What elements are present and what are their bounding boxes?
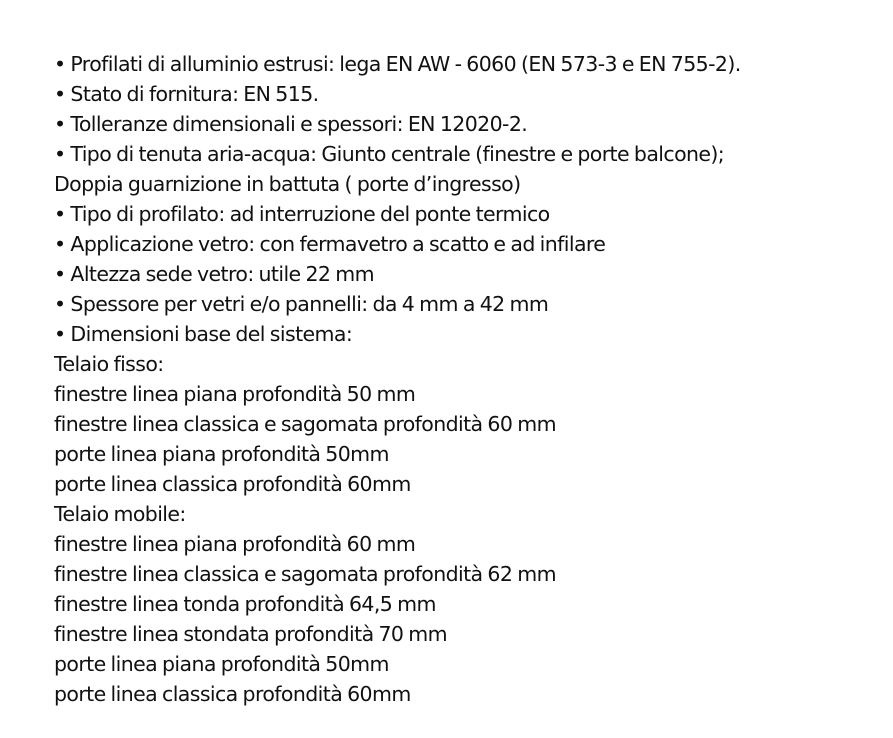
- spec-document: [54, 49, 889, 709]
- mobile-frame-item: porte linea piana profondità 50mm: [54, 652, 389, 676]
- spec-line-profile-type: • Tipo di profilato: ad interruzione del ponte termico: [54, 202, 550, 226]
- spec-line-alloy: • Profilati di alluminio estrusi: lega EN AW - 6060 (EN 573-3 e EN 755-2).: [54, 52, 741, 76]
- mobile-frame-item: finestre linea stondata profondità 70 mm: [54, 622, 448, 646]
- section-heading-fixed-frame: Telaio fisso:: [54, 352, 164, 376]
- mobile-frame-item: finestre linea piana profondità 60 mm: [54, 532, 416, 556]
- spec-line-panel-thickness: • Spessore per vetri e/o pannelli: da 4 mm a 42 mm: [54, 292, 549, 316]
- spec-line-supply-state: • Stato di fornitura: EN 515.: [54, 82, 319, 106]
- section-heading-mobile-frame: Telaio mobile:: [54, 502, 186, 526]
- mobile-frame-item: porte linea classica profondità 60mm: [54, 682, 411, 706]
- mobile-frame-item: finestre linea classica e sagomata profondità 62 mm: [54, 562, 556, 586]
- spec-line-base-dimensions: • Dimensioni base del sistema:: [54, 322, 353, 346]
- spec-line-seal-type-continued: Doppia guarnizione in battuta ( porte d’ingresso): [54, 172, 521, 196]
- fixed-frame-item: porte linea classica profondità 60mm: [54, 472, 411, 496]
- spec-line-glass-seat-height: • Altezza sede vetro: utile 22 mm: [54, 262, 375, 286]
- fixed-frame-item: finestre linea classica e sagomata profondità 60 mm: [54, 412, 556, 436]
- fixed-frame-item: porte linea piana profondità 50mm: [54, 442, 389, 466]
- fixed-frame-item: finestre linea piana profondità 50 mm: [54, 382, 416, 406]
- mobile-frame-item: finestre linea tonda profondità 64,5 mm: [54, 592, 436, 616]
- spec-line-tolerances: • Tolleranze dimensionali e spessori: EN 12020-2.: [54, 112, 528, 136]
- spec-line-seal-type: • Tipo di tenuta aria-acqua: Giunto centrale (finestre e porte balcone);: [54, 142, 725, 166]
- spec-line-glass-application: • Applicazione vetro: con fermavetro a scatto e ad infilare: [54, 232, 606, 256]
